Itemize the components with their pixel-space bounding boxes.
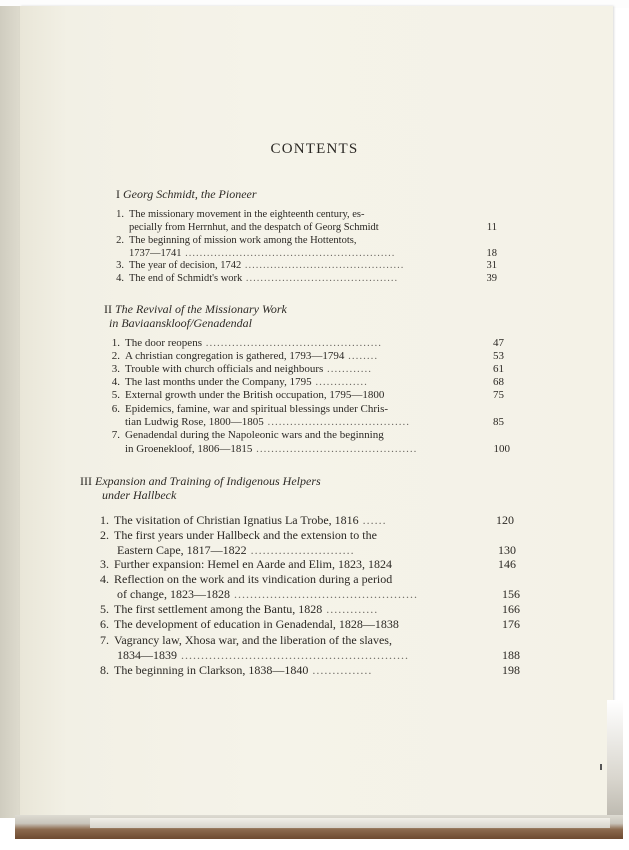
toc-entry-continued <box>117 543 355 558</box>
dot-leader: ......................................................... <box>177 648 409 662</box>
part-numeral: I <box>116 187 120 201</box>
entry-number: 1. <box>116 209 124 220</box>
entry-text: The door reopens <box>125 337 202 349</box>
entry-number: 1. <box>111 337 120 349</box>
dot-leader: ........ <box>344 350 379 362</box>
page-number: 100 <box>493 443 510 455</box>
entry-text: External growth under the British occupation, 1795—1800 <box>125 389 385 401</box>
dot-leader: .......................................................... <box>181 248 396 259</box>
page-number: 47 <box>493 337 504 349</box>
toc-entry-continued <box>117 587 418 602</box>
toc-entry <box>104 429 384 441</box>
part-numeral: III <box>80 474 92 488</box>
dot-leader: .............. <box>311 376 368 388</box>
toc-entry <box>104 376 368 388</box>
part-numeral: II <box>104 302 112 316</box>
toc-entry <box>110 273 398 284</box>
entry-number: 3. <box>111 363 120 375</box>
page-number: 68 <box>493 376 504 388</box>
entry-text-continued: pecially from Herrnhut, and the despatch of Georg Schmidt <box>129 222 379 233</box>
toc-entry <box>92 663 372 678</box>
page-number: 166 <box>502 602 520 616</box>
dot-leader: ........................................... <box>252 443 418 455</box>
entry-text-continued: of change, 1823—1828 <box>117 587 230 601</box>
entry-number: 5. <box>100 602 109 616</box>
page-number: 18 <box>486 248 497 259</box>
toc-entry <box>110 260 404 271</box>
entry-text: Trouble with church officials and neighbours <box>125 363 324 375</box>
entry-text-continued: tian Ludwig Rose, 1800—1805 <box>125 416 264 428</box>
entry-text: The last months under the Company, 1795 <box>125 376 312 388</box>
toc-entry <box>104 363 372 375</box>
toc-entry-continued <box>125 443 417 455</box>
entry-number: 7. <box>111 429 120 441</box>
entry-text: The visitation of Christian Ignatius La Trobe, 1816 <box>114 513 359 527</box>
contents-heading: CONTENTS <box>270 141 359 157</box>
toc-entry-continued <box>117 648 409 663</box>
page-mark <box>600 764 602 770</box>
part-3-title <box>80 474 321 489</box>
entry-number: 5. <box>111 389 120 401</box>
entry-number: 2. <box>100 528 109 542</box>
dot-leader: ............. <box>322 602 379 616</box>
page-number: 198 <box>502 663 520 677</box>
entry-text: The beginning of mission work among the Hottentots, <box>129 235 357 246</box>
part-2-title-line2: in Baviaanskloof/Genadendal <box>109 316 252 330</box>
entry-text: The year of decision, 1742 <box>129 260 242 271</box>
background-bottom <box>0 839 629 850</box>
toc-entry <box>104 403 388 415</box>
toc-entry <box>92 602 378 617</box>
page-number: 11 <box>486 222 497 233</box>
entry-text: Genadendal during the Napoleonic wars and the beginning <box>125 429 384 441</box>
entry-text: A christian congregation is gathered, 1793—1794 <box>125 350 345 362</box>
toc-entry-continued <box>129 248 395 259</box>
part-title-text: Georg Schmidt, the Pioneer <box>123 187 257 201</box>
dot-leader: ............... <box>308 663 373 677</box>
dot-leader: .......................... <box>246 543 355 557</box>
entry-text: The first years under Hallbeck and the extension to the <box>114 528 377 542</box>
dot-leader: .......................................... <box>242 273 399 284</box>
entry-number: 6. <box>111 403 120 415</box>
entry-number: 6. <box>100 617 109 631</box>
toc-entry <box>92 617 399 632</box>
toc-entry <box>92 528 377 543</box>
entry-text: The missionary movement in the eighteenth century, es- <box>129 209 365 220</box>
dot-leader: ............................................ <box>241 260 405 271</box>
page-number: 130 <box>498 543 516 557</box>
entry-number: 1. <box>100 513 109 527</box>
entry-number: 8. <box>100 663 109 677</box>
entry-number: 4. <box>111 376 120 388</box>
dot-leader: .............................................. <box>229 587 418 601</box>
page-number: 61 <box>493 363 504 375</box>
page-edge <box>607 700 623 830</box>
entry-text: The beginning in Clarkson, 1838—1840 <box>114 663 309 677</box>
page-number: 146 <box>498 557 516 571</box>
page-number: 176 <box>502 617 520 631</box>
part-1-title <box>116 187 257 202</box>
page-number: 188 <box>502 648 520 662</box>
part-title-text: The Revival of the Missionary Work <box>115 302 287 316</box>
page-number: 120 <box>496 513 514 527</box>
dot-leader: ............................................... <box>201 337 382 349</box>
entry-number: 7. <box>100 633 109 647</box>
entry-text: Reflection on the work and its vindication during a period <box>114 572 393 586</box>
entry-number: 4. <box>100 572 109 586</box>
entry-text: Epidemics, famine, war and spiritual blessings under Chris- <box>125 403 389 415</box>
entry-number: 2. <box>111 350 120 362</box>
part-3-title-line2: under Hallbeck <box>102 488 177 502</box>
page-number: 31 <box>486 260 497 271</box>
entry-text: The development of education in Genadendal, 1828—1838 <box>114 617 399 631</box>
toc-entry <box>92 633 392 648</box>
toc-entry <box>92 572 392 587</box>
toc-entry <box>104 337 382 349</box>
toc-entry-continued <box>125 416 410 428</box>
entry-text-continued: 1737—1741 <box>129 248 182 259</box>
entry-text: The end of Schmidt's work <box>129 273 243 284</box>
toc-entry <box>104 389 384 401</box>
page-number: 53 <box>493 350 504 362</box>
page-stack-highlight <box>90 818 610 828</box>
toc-entry <box>110 235 356 246</box>
dot-leader: ...... <box>358 513 387 527</box>
toc-entry <box>104 350 378 362</box>
entry-number: 3. <box>100 557 109 571</box>
part-2-title <box>104 302 287 317</box>
part-title-text: Expansion and Training of Indigenous Helpers <box>95 474 321 488</box>
dot-leader: ............ <box>323 363 373 375</box>
entry-text-continued: Eastern Cape, 1817—1822 <box>117 543 247 557</box>
toc-entry <box>92 557 392 572</box>
dot-leader: ...................................... <box>263 416 410 428</box>
entry-number: 4. <box>116 273 124 284</box>
entry-text-continued: 1834—1839 <box>117 648 177 662</box>
entry-text: The first settlement among the Bantu, 1828 <box>114 602 323 616</box>
toc-entry <box>110 209 365 220</box>
page-number: 85 <box>493 416 504 428</box>
page-number: 75 <box>493 389 504 401</box>
page-number: 39 <box>486 273 497 284</box>
entry-text: Vagrancy law, Xhosa war, and the liberation of the slaves, <box>114 633 392 647</box>
page-number: 156 <box>502 587 520 601</box>
entry-number: 3. <box>116 260 124 271</box>
toc-entry <box>92 513 387 528</box>
entry-text: Further expansion: Hemel en Aarde and Elim, 1823, 1824 <box>114 557 392 571</box>
entry-text-continued: in Groenekloof, 1806—1815 <box>125 443 253 455</box>
entry-number: 2. <box>116 235 124 246</box>
